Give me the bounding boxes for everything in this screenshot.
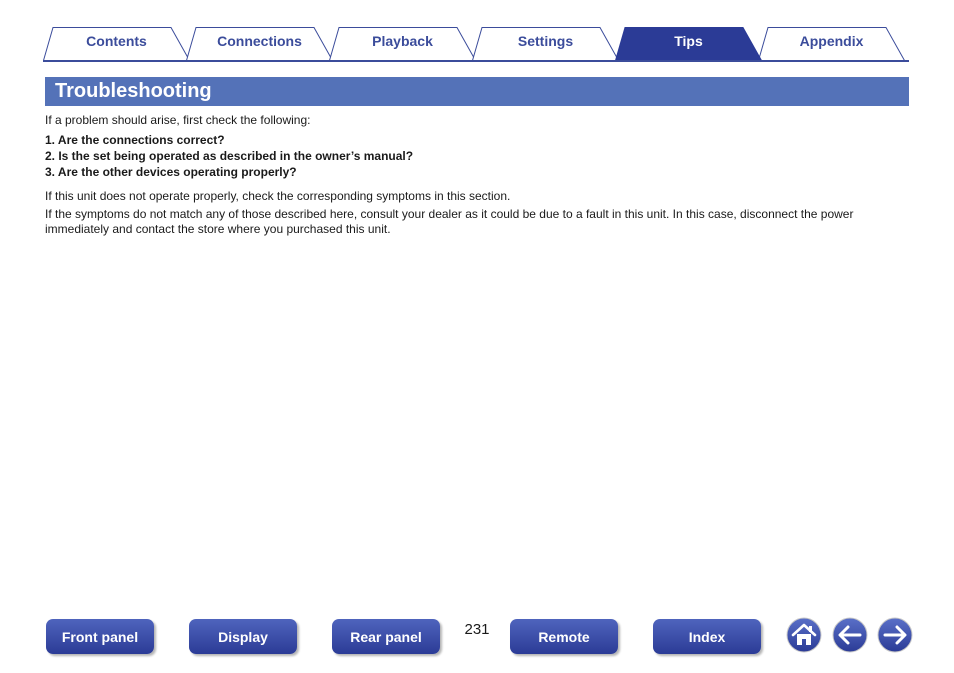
front-panel-button[interactable]: Front panel (46, 619, 154, 654)
tab-appendix[interactable] (758, 27, 905, 61)
back-button[interactable] (832, 617, 868, 653)
tab-playback[interactable] (329, 27, 476, 61)
intro-text: If a problem should arise, first check the following: (45, 113, 311, 127)
forward-button[interactable] (877, 617, 913, 653)
tab-bar (0, 0, 954, 64)
remote-button[interactable]: Remote (510, 619, 618, 654)
display-button[interactable]: Display (189, 619, 297, 654)
home-button[interactable] (786, 617, 822, 653)
content-area (45, 113, 909, 240)
page-title: Troubleshooting (55, 80, 212, 102)
tab-contents[interactable] (43, 27, 190, 61)
home-icon (786, 617, 822, 653)
index-button[interactable]: Index (653, 619, 761, 654)
tab-connections[interactable] (186, 27, 333, 61)
arrow-right-icon (877, 617, 913, 653)
tab-underline (43, 60, 909, 62)
tab-label: Appendix (799, 33, 864, 49)
page-number: 231 (464, 621, 490, 638)
rear-panel-button[interactable]: Rear panel (332, 619, 440, 654)
paragraph: If this unit does not operate properly, check the corresponding symptoms in this section. (45, 189, 511, 203)
tab-label: Playback (372, 33, 433, 49)
list-item: 3. Are the other devices operating properly? (45, 165, 297, 179)
arrow-left-icon (832, 617, 868, 653)
paragraph: If the symptoms do not match any of those described here, consult your dealer as it could be due to a fault in this unit. In this case, disconnect the power immediately and contact the store where you purchased this unit. (45, 207, 854, 236)
tab-label: Settings (517, 33, 574, 49)
tab-label: Contents (86, 33, 147, 49)
check-list (45, 133, 909, 180)
section-title-bar (45, 77, 909, 106)
tab-settings[interactable] (472, 27, 619, 61)
tab-tips[interactable] (615, 27, 762, 61)
list-item: 1. Are the connections correct? (45, 133, 225, 147)
list-item: 2. Is the set being operated as described in the owner’s manual? (45, 149, 414, 163)
tab-label: Tips (674, 33, 703, 49)
tab-label: Connections (217, 33, 302, 49)
